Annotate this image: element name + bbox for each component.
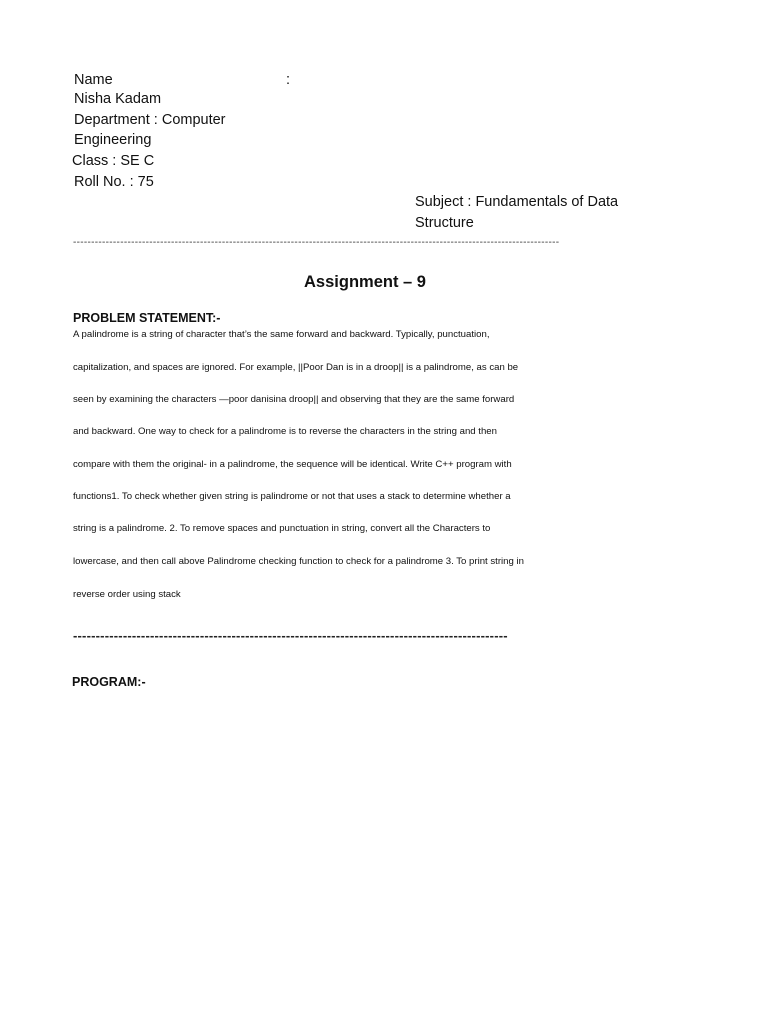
problem-line-6: functions1. To check whether given string is palindrome or not that uses a stack to determine whether a	[73, 491, 511, 502]
problem-statement-heading: PROBLEM STATEMENT:-	[73, 311, 221, 325]
problem-line-2: capitalization, and spaces are ignored. For example, ||Poor Dan is in a droop|| is a palindrome, as can be	[73, 362, 519, 373]
assignment-title: Assignment – 9	[304, 273, 426, 291]
problem-line-3: seen by examining the characters —poor danisina droop|| and observing that they are the same forward	[73, 394, 515, 405]
class-line: Class : SE C	[72, 153, 155, 169]
problem-line-5: compare with them the original- in a palindrome, the sequence will be identical. Write C++ program with	[73, 459, 512, 470]
department-line-2: Engineering	[74, 132, 152, 148]
bottom-divider: ------------------------------------------------------------------------------------------------	[73, 628, 508, 643]
department-line-1: Department : Computer	[74, 112, 226, 128]
name-label: Name	[74, 72, 113, 88]
subject-line: Subject : Fundamentals of Data Structure	[415, 194, 619, 231]
name-value: Nisha Kadam	[74, 91, 162, 107]
name-colon: :	[286, 72, 291, 88]
program-heading: PROGRAM:-	[72, 675, 146, 689]
problem-line-4: and backward. One way to check for a palindrome is to reverse the characters in the string and then	[73, 426, 497, 437]
problem-line-7: string is a palindrome. 2. To remove spaces and punctuation in string, convert all the Characters to	[73, 523, 491, 534]
problem-line-9: reverse order using stack	[73, 589, 181, 600]
top-divider: --------------------------------------------------------------------------------------------------------------------------------------	[73, 237, 560, 248]
problem-line-1: A palindrome is a string of character that’s the same forward and backward. Typically, punctuation,	[73, 329, 490, 340]
roll-number-line: Roll No. : 75	[74, 174, 154, 190]
problem-line-8: lowercase, and then call above Palindrome checking function to check for a palindrome 3. To print string in	[73, 556, 524, 567]
